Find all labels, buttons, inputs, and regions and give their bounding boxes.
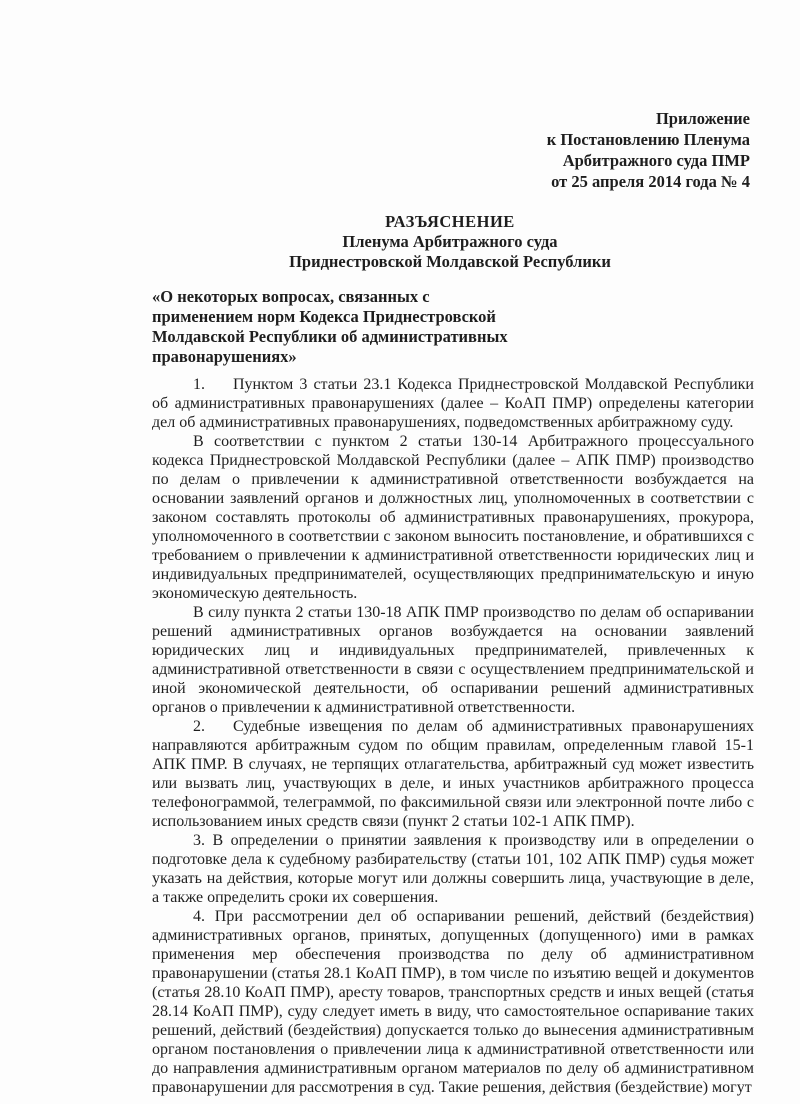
subject-line-1: «О некоторых вопросах, связанных с xyxy=(152,287,430,306)
document-body xyxy=(152,375,754,1097)
subject-line-4: правонарушениях» xyxy=(152,347,297,366)
annex-line-3: Арбитражного суда ПМР xyxy=(562,151,750,170)
paragraph-1-text: Пунктом 3 статьи 23.1 Кодекса Приднестровской Молдавской Республики об административных правонарушениях (далее – КоАП ПМР) определены категории дел об административных правонарушениях, подведомственных арбитражному суду. xyxy=(152,376,754,431)
annex-line-1: Приложение xyxy=(655,109,750,128)
title-line-3: Приднестровской Молдавской Республики xyxy=(289,252,611,271)
paragraph-4-text: Судебные извещения по делам об административных правонарушениях направляются арбитражным судом по общим правилам, определенным главой 15-1 АПК ПМР. В случаях, не терпящих отлагательства, арбитражный суд может известить или вызвать лиц, участвующих в деле, и иных участников арбитражного процесса телефонограммой, телеграммой, по факсимильной связи или электронной почте либо с использованием иных средств связи (пункт 2 статьи 102-1 АПК ПМР). xyxy=(152,718,754,830)
paragraph-4-number: 2. xyxy=(193,718,205,735)
paragraph-6: 4. При рассмотрении дел об оспаривании решений, действий (бездействия) административных органов, принятых, допущенных (допущенного) ими в рамках применения мер обеспечения производства по делу об административном правонарушении (статья 28.1 КоАП ПМР), в том числе по изъятию вещей и документов (статья 28.10 КоАП ПМР), аресту товаров, транспортных средств и иных вещей (статья 28.14 КоАП ПМР), суду следует иметь в виду, что самостоятельное оспаривание таких решений, действий (бездействия) допускается только до вынесения административным органом постановления о привлечении лица к административной ответственности или до направления административным органом материалов по делу об административном правонарушении для рассмотрения в суд. Такие решения, действия (бездействие) могут xyxy=(152,908,754,1096)
annex-line-4: от 25 апреля 2014 года № 4 xyxy=(551,172,750,191)
paragraph-2: В соответствии с пунктом 2 статьи 130-14 Арбитражного процессуального кодекса Приднестровской Молдавской Республики (далее – АПК ПМР) производство по делам о привлечении к административной ответственности возбуждается на основании заявлений органов и должностных лиц, уполномоченных в соответствии с законом составлять протоколы об административных правонарушениях, прокурора, уполномоченного в соответствии с законом выносить постановление, и обратившихся с требованием о привлечении к административной ответственности юридических лиц и индивидуальных предпринимателей, осуществляющих предпринимательскую и иную экономическую деятельность. xyxy=(152,433,754,602)
paragraph-4 xyxy=(152,717,754,831)
paragraph-1-number: 1. xyxy=(193,376,205,393)
subject-line-2: применением норм Кодекса Приднестровской xyxy=(152,307,496,326)
paragraph-1 xyxy=(152,375,754,432)
title-main: РАЗЪЯСНЕНИЕ xyxy=(385,212,515,231)
title-line-2: Пленума Арбитражного суда xyxy=(342,232,558,251)
annex-line-2: к Постановлению Пленума xyxy=(546,130,750,149)
paragraph-5: 3. В определении о принятии заявления к производству или в определении о подготовке дела к судебному разбирательству (статьи 101, 102 АПК ПМР) судья может указать на действия, которые могут или должны совершить лица, участвующие в деле, а также определить сроки их совершения. xyxy=(152,832,754,906)
annex-header xyxy=(547,108,750,192)
document-title xyxy=(150,212,750,272)
paragraph-3: В силу пункта 2 статьи 130-18 АПК ПМР производство по делам об оспаривании решений административных органов возбуждается на основании заявлений юридических лиц и индивидуальных предпринимателей, привлеченных к административной ответственности в связи с осуществлением предпринимательской и иной экономической деятельности, об оспаривании решений административных органов о привлечении к административной ответственности. xyxy=(152,604,754,716)
document-subject xyxy=(152,287,572,367)
subject-line-3: Молдавской Республики об административных xyxy=(152,327,508,346)
